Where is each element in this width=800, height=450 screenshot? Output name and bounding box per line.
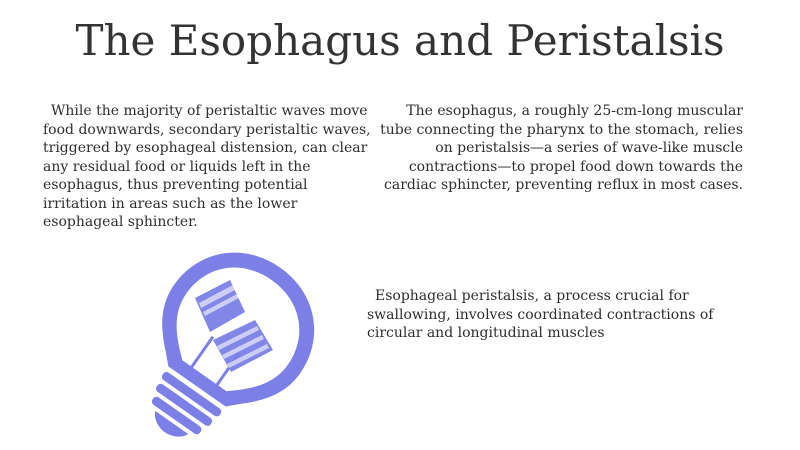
paragraph-peristalsis-process: Esophageal peristalsis, a process crucial for swallowing, involves coordinated contractions of circular and longitudinal muscles	[367, 288, 714, 341]
lightbulb-book-icon	[95, 250, 320, 450]
paragraph-secondary-peristalsis: While the majority of peristaltic waves move food downwards, secondary peristaltic waves, triggered by esophageal distension, can clear any residual food or liquids left in the esophagus, thus preventing potential irritation in areas such as the lower esophageal sphincter.	[43, 103, 371, 230]
paragraph-esophagus-overview: The esophagus, a roughly 25-cm-long muscular tube connecting the pharynx to the stomach, relies on peristalsis—a series of wave-like muscle contractions—to propel food down towards the cardiac sphincter, preventing reflux in most cases.	[380, 103, 743, 193]
slide-title: The Esophagus and Peristalsis	[75, 16, 725, 65]
